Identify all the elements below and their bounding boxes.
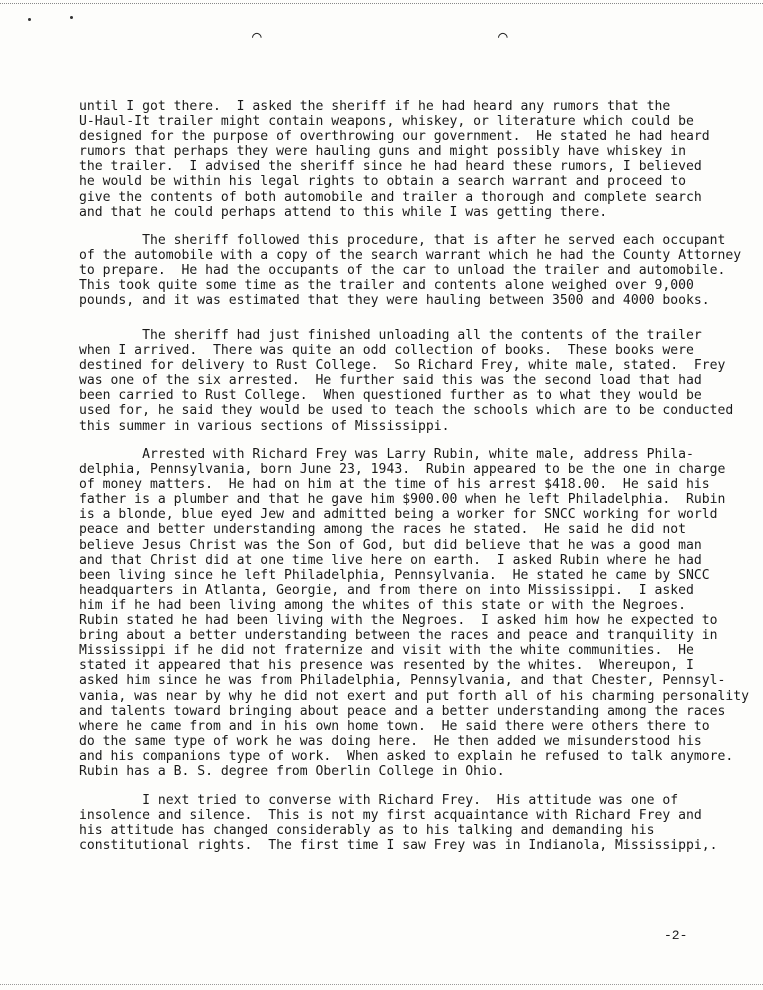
text-line: designed for the purpose of overthrowing our government. He stated he had heard [79,129,710,145]
text-line: and talents toward bringing about peace and a better understanding among the races [79,703,726,719]
text-line: bring about a better understanding between the races and peace and tranquility in [79,628,718,644]
text-line: his attitude has changed considerably as to his talking and demanding his [79,823,655,839]
text-line: father is a plumber and that he gave him $900.00 when he left Philadelphia. Rubin [79,492,726,508]
paragraph [79,99,729,220]
text-line: and his companions type of work. When asked to explain he refused to talk anymore. [79,748,734,764]
text-line: been carried to Rust College. When questioned further as to what they would be [79,388,702,404]
text-line: This took quite some time as the trailer and contents alone weighed over 9,000 [79,278,694,294]
text-line: of the automobile with a copy of the search warrant which he had the County Attorney [79,248,742,264]
punch-dot [70,16,73,19]
text-line: was one of the six arrested. He further said this was the second load that had [79,373,702,389]
text-line: stated it appeared that his presence was resented by the whites. Whereupon, I [79,658,694,674]
text-line: constitutional rights. The first time I saw Frey was in Indianola, Mississippi,. [79,838,718,854]
text-line: used for, he said they would be used to teach the schools which are to be conducted [79,403,734,419]
top-edge-rule [0,3,763,4]
text-line: The sheriff followed this procedure, that is after he served each occupant [79,233,726,248]
text-line: to prepare. He had the occupants of the car to unload the trailer and automobile. [79,263,726,279]
text-line: destined for delivery to Rust College. So Richard Frey, white male, stated. Frey [79,358,726,374]
page-number: -2- [664,928,688,943]
paragraph [79,328,734,434]
text-line: and that Christ did at one time live here on earth. I asked Rubin where he had [79,552,702,568]
text-line: of money matters. He had on him at the time of his arrest $418.00. He said his [79,477,710,493]
text-line: he would be within his legal rights to obtain a search warrant and proceed to [79,174,686,190]
text-line: this summer in various sections of Mississippi. [79,418,450,434]
text-line: Mississippi if he did not fraternize and visit with the white communities. He [79,643,694,659]
text-line: Rubin stated he had been living with the Negroes. I asked him how he expected to [79,613,718,629]
text-line: him if he had been living among the whites of this state or with the Negroes. [79,597,686,613]
text-line: headquarters in Atlanta, Georgie, and from there on into Mississippi. I asked [79,582,694,598]
paragraph [79,447,750,779]
text-line: pounds, and it was estimated that they were hauling between 3500 and 4000 books. [79,293,710,309]
bottom-edge-rule [0,984,763,985]
text-line: Rubin has a B. S. degree from Oberlin College in Ohio. [79,763,505,779]
paragraph [79,793,729,853]
text-line: do the same type of work he was doing here. He then added we misunderstood his [79,733,702,749]
text-line: been living since he left Philadelphia, Pennsylvania. He stated he came by SNCC [79,567,710,583]
text-line: rumors that perhaps they were hauling guns and might possibly have whiskey in [79,144,686,160]
text-line: until I got there. I asked the sheriff if he had heard any rumors that the [79,99,671,114]
text-line: I next tried to converse with Richard Frey. His attitude was one of [79,793,679,808]
scribble-mark: ⌒ [498,28,508,46]
text-line: and that he could perhaps attend to this while I was getting there. [79,204,608,220]
text-line: the trailer. I advised the sheriff since he had heard these rumors, I believed [79,159,702,175]
text-line: believe Jesus Christ was the Son of God, but did believe that he was a good man [79,537,702,553]
paragraph [79,233,742,309]
text-line: peace and better understanding among the races he stated. He said he did not [79,522,686,538]
text-line: delphia, Pennsylvania, born June 23, 1943. Rubin appeared to be the one in charge [79,462,726,478]
text-line: insolence and silence. This is not my first acquaintance with Richard Frey and [79,808,702,824]
text-line: give the contents of both automobile and trailer a thorough and complete search [79,189,702,205]
text-line: is a blonde, blue eyed Jew and admitted being a worker for SNCC working for world [79,507,718,523]
text-line: Arrested with Richard Frey was Larry Rubin, white male, address Phila- [79,447,694,462]
scribble-mark: ⌒ [252,28,262,46]
text-line: when I arrived. There was quite an odd collection of books. These books were [79,343,694,359]
text-line: vania, was near by why he did not exert and put forth all of his charming personality [79,688,750,704]
text-line: The sheriff had just finished unloading all the contents of the trailer [79,328,702,343]
text-line: U-Haul-It trailer might contain weapons, whiskey, or literature which could be [79,114,694,130]
text-line: where he came from and in his own home town. He said there were others there to [79,718,710,734]
text-line: asked him since he was from Philadelphia, Pennsylvania, and that Chester, Pennsyl- [79,673,726,689]
punch-dot [28,18,31,21]
